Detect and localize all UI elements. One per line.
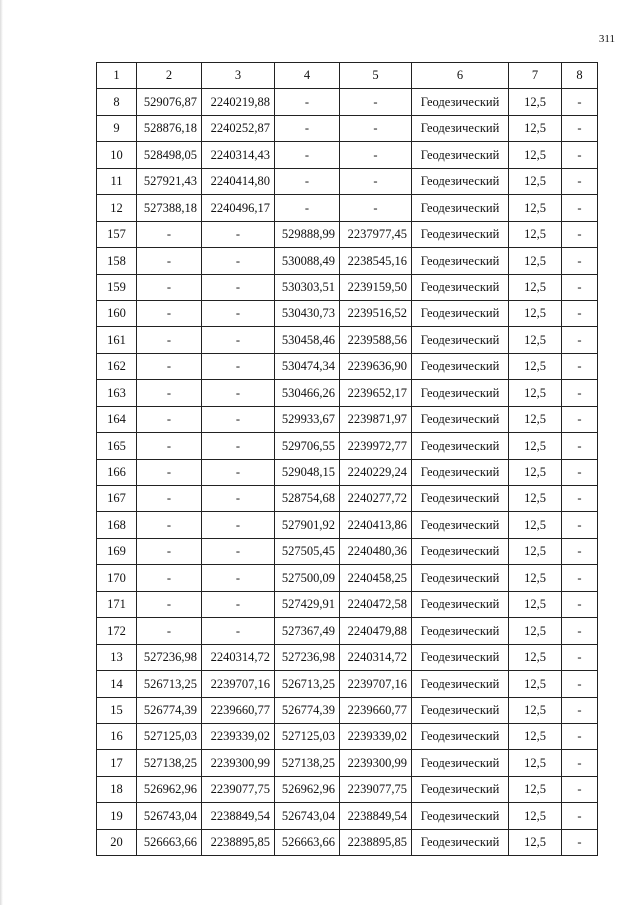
note-cell: - [562, 565, 598, 591]
point-number-cell: 13 [97, 644, 137, 670]
y-coordinate-cell: - [202, 459, 275, 485]
table-header-row [97, 63, 598, 89]
accuracy-cell: 12,5 [509, 406, 562, 432]
table-row [97, 89, 598, 115]
point-number-cell: 17 [97, 750, 137, 776]
table-row [97, 538, 598, 564]
method-cell: Геодезический [412, 406, 509, 432]
x-coordinate-cell: - [137, 486, 202, 512]
x-coordinate-cell: - [137, 591, 202, 617]
y-coordinate-cell: 2240314,43 [202, 142, 275, 168]
accuracy-cell: 12,5 [509, 221, 562, 247]
method-cell: Геодезический [412, 565, 509, 591]
y-coordinate-cell: - [202, 221, 275, 247]
header-cell: 8 [562, 63, 598, 89]
x-coordinate-cell: 526713,25 [137, 671, 202, 697]
x-coordinate-new-cell: - [275, 89, 340, 115]
table-row [97, 776, 598, 802]
method-cell: Геодезический [412, 327, 509, 353]
x-coordinate-new-cell: 528754,68 [275, 486, 340, 512]
method-cell: Геодезический [412, 618, 509, 644]
y-coordinate-cell: - [202, 380, 275, 406]
point-number-cell: 159 [97, 274, 137, 300]
y-coordinate-cell: - [202, 300, 275, 326]
table-row [97, 406, 598, 432]
header-cell: 5 [340, 63, 412, 89]
accuracy-cell: 12,5 [509, 195, 562, 221]
x-coordinate-new-cell: 530474,34 [275, 353, 340, 379]
y-coordinate-new-cell: 2240413,86 [340, 512, 412, 538]
x-coordinate-new-cell: 527505,45 [275, 538, 340, 564]
accuracy-cell: 12,5 [509, 776, 562, 802]
method-cell: Геодезический [412, 538, 509, 564]
table-row [97, 221, 598, 247]
table-row [97, 274, 598, 300]
x-coordinate-cell: 528498,05 [137, 142, 202, 168]
accuracy-cell: 12,5 [509, 750, 562, 776]
table-row [97, 723, 598, 749]
accuracy-cell: 12,5 [509, 591, 562, 617]
y-coordinate-new-cell: 2239300,99 [340, 750, 412, 776]
note-cell: - [562, 195, 598, 221]
method-cell: Геодезический [412, 300, 509, 326]
method-cell: Геодезический [412, 89, 509, 115]
note-cell: - [562, 803, 598, 829]
method-cell: Геодезический [412, 353, 509, 379]
y-coordinate-new-cell: 2240472,58 [340, 591, 412, 617]
x-coordinate-cell: - [137, 512, 202, 538]
accuracy-cell: 12,5 [509, 618, 562, 644]
note-cell: - [562, 750, 598, 776]
table-row [97, 142, 598, 168]
x-coordinate-cell: 527125,03 [137, 723, 202, 749]
x-coordinate-new-cell: - [275, 142, 340, 168]
note-cell: - [562, 248, 598, 274]
note-cell: - [562, 221, 598, 247]
x-coordinate-new-cell: 529706,55 [275, 433, 340, 459]
y-coordinate-new-cell: 2237977,45 [340, 221, 412, 247]
x-coordinate-new-cell: - [275, 168, 340, 194]
table-row [97, 829, 598, 855]
note-cell: - [562, 644, 598, 670]
y-coordinate-new-cell: 2240314,72 [340, 644, 412, 670]
table-row [97, 327, 598, 353]
x-coordinate-cell: 527138,25 [137, 750, 202, 776]
point-number-cell: 171 [97, 591, 137, 617]
y-coordinate-cell: - [202, 512, 275, 538]
point-number-cell: 15 [97, 697, 137, 723]
y-coordinate-cell: 2240414,80 [202, 168, 275, 194]
y-coordinate-new-cell: - [340, 168, 412, 194]
y-coordinate-cell: - [202, 618, 275, 644]
y-coordinate-cell: 2238849,54 [202, 803, 275, 829]
x-coordinate-cell: - [137, 274, 202, 300]
note-cell: - [562, 512, 598, 538]
x-coordinate-new-cell: 530430,73 [275, 300, 340, 326]
header-cell: 1 [97, 63, 137, 89]
accuracy-cell: 12,5 [509, 803, 562, 829]
x-coordinate-new-cell: 526713,25 [275, 671, 340, 697]
method-cell: Геодезический [412, 115, 509, 141]
point-number-cell: 169 [97, 538, 137, 564]
y-coordinate-cell: - [202, 248, 275, 274]
note-cell: - [562, 829, 598, 855]
note-cell: - [562, 168, 598, 194]
accuracy-cell: 12,5 [509, 829, 562, 855]
method-cell: Геодезический [412, 142, 509, 168]
method-cell: Геодезический [412, 274, 509, 300]
table-row [97, 697, 598, 723]
x-coordinate-cell: - [137, 538, 202, 564]
x-coordinate-cell: 529076,87 [137, 89, 202, 115]
method-cell: Геодезический [412, 750, 509, 776]
x-coordinate-cell: - [137, 221, 202, 247]
note-cell: - [562, 776, 598, 802]
y-coordinate-new-cell: 2239159,50 [340, 274, 412, 300]
method-cell: Геодезический [412, 221, 509, 247]
table-row [97, 115, 598, 141]
method-cell: Геодезический [412, 459, 509, 485]
table-row [97, 486, 598, 512]
point-number-cell: 160 [97, 300, 137, 326]
method-cell: Геодезический [412, 803, 509, 829]
y-coordinate-new-cell: 2239077,75 [340, 776, 412, 802]
y-coordinate-new-cell: 2240480,36 [340, 538, 412, 564]
table-row [97, 380, 598, 406]
y-coordinate-cell: - [202, 433, 275, 459]
x-coordinate-new-cell: 530466,26 [275, 380, 340, 406]
header-cell: 3 [202, 63, 275, 89]
header-cell: 4 [275, 63, 340, 89]
accuracy-cell: 12,5 [509, 115, 562, 141]
note-cell: - [562, 459, 598, 485]
point-number-cell: 168 [97, 512, 137, 538]
y-coordinate-cell: 2239077,75 [202, 776, 275, 802]
point-number-cell: 10 [97, 142, 137, 168]
note-cell: - [562, 723, 598, 749]
note-cell: - [562, 591, 598, 617]
y-coordinate-cell: - [202, 274, 275, 300]
y-coordinate-new-cell: 2238849,54 [340, 803, 412, 829]
y-coordinate-cell: - [202, 406, 275, 432]
method-cell: Геодезический [412, 697, 509, 723]
x-coordinate-cell: - [137, 459, 202, 485]
note-cell: - [562, 538, 598, 564]
x-coordinate-cell: 528876,18 [137, 115, 202, 141]
accuracy-cell: 12,5 [509, 89, 562, 115]
y-coordinate-cell: 2239707,16 [202, 671, 275, 697]
y-coordinate-cell: - [202, 327, 275, 353]
point-number-cell: 19 [97, 803, 137, 829]
y-coordinate-new-cell: 2239516,52 [340, 300, 412, 326]
note-cell: - [562, 486, 598, 512]
note-cell: - [562, 406, 598, 432]
accuracy-cell: 12,5 [509, 142, 562, 168]
y-coordinate-new-cell: 2239652,17 [340, 380, 412, 406]
note-cell: - [562, 115, 598, 141]
table-row [97, 512, 598, 538]
y-coordinate-cell: 2239660,77 [202, 697, 275, 723]
y-coordinate-new-cell: 2239636,90 [340, 353, 412, 379]
table-row [97, 750, 598, 776]
y-coordinate-cell: 2240496,17 [202, 195, 275, 221]
accuracy-cell: 12,5 [509, 274, 562, 300]
accuracy-cell: 12,5 [509, 248, 562, 274]
method-cell: Геодезический [412, 644, 509, 670]
method-cell: Геодезический [412, 433, 509, 459]
point-number-cell: 157 [97, 221, 137, 247]
page-number: 311 [598, 33, 615, 45]
table-row [97, 195, 598, 221]
y-coordinate-new-cell: - [340, 115, 412, 141]
note-cell: - [562, 433, 598, 459]
point-number-cell: 11 [97, 168, 137, 194]
note-cell: - [562, 300, 598, 326]
x-coordinate-cell: - [137, 380, 202, 406]
method-cell: Геодезический [412, 591, 509, 617]
x-coordinate-cell: 527236,98 [137, 644, 202, 670]
y-coordinate-new-cell: 2239339,02 [340, 723, 412, 749]
accuracy-cell: 12,5 [509, 671, 562, 697]
accuracy-cell: 12,5 [509, 512, 562, 538]
y-coordinate-cell: 2238895,85 [202, 829, 275, 855]
header-cell: 2 [137, 63, 202, 89]
x-coordinate-new-cell: 526743,04 [275, 803, 340, 829]
y-coordinate-new-cell: 2240458,25 [340, 565, 412, 591]
accuracy-cell: 12,5 [509, 380, 562, 406]
x-coordinate-cell: - [137, 327, 202, 353]
accuracy-cell: 12,5 [509, 486, 562, 512]
method-cell: Геодезический [412, 380, 509, 406]
x-coordinate-cell: 527921,43 [137, 168, 202, 194]
table-row [97, 803, 598, 829]
point-number-cell: 164 [97, 406, 137, 432]
x-coordinate-new-cell: - [275, 115, 340, 141]
accuracy-cell: 12,5 [509, 723, 562, 749]
y-coordinate-cell: 2240252,87 [202, 115, 275, 141]
x-coordinate-new-cell: 526962,96 [275, 776, 340, 802]
accuracy-cell: 12,5 [509, 459, 562, 485]
x-coordinate-new-cell: 527901,92 [275, 512, 340, 538]
method-cell: Геодезический [412, 512, 509, 538]
point-number-cell: 165 [97, 433, 137, 459]
method-cell: Геодезический [412, 486, 509, 512]
point-number-cell: 8 [97, 89, 137, 115]
point-number-cell: 9 [97, 115, 137, 141]
note-cell: - [562, 618, 598, 644]
note-cell: - [562, 697, 598, 723]
x-coordinate-cell: - [137, 618, 202, 644]
header-cell: 6 [412, 63, 509, 89]
y-coordinate-cell: - [202, 591, 275, 617]
x-coordinate-new-cell: 526774,39 [275, 697, 340, 723]
y-coordinate-new-cell: 2239588,56 [340, 327, 412, 353]
table-row [97, 591, 598, 617]
table-row [97, 644, 598, 670]
x-coordinate-cell: 526774,39 [137, 697, 202, 723]
point-number-cell: 166 [97, 459, 137, 485]
point-number-cell: 158 [97, 248, 137, 274]
table-row [97, 300, 598, 326]
x-coordinate-cell: - [137, 433, 202, 459]
point-number-cell: 14 [97, 671, 137, 697]
accuracy-cell: 12,5 [509, 644, 562, 670]
x-coordinate-new-cell: 529048,15 [275, 459, 340, 485]
x-coordinate-cell: 526663,66 [137, 829, 202, 855]
x-coordinate-cell: - [137, 353, 202, 379]
method-cell: Геодезический [412, 776, 509, 802]
y-coordinate-cell: 2240219,88 [202, 89, 275, 115]
table-row [97, 353, 598, 379]
table-row [97, 459, 598, 485]
y-coordinate-new-cell: 2240479,88 [340, 618, 412, 644]
x-coordinate-new-cell: 527125,03 [275, 723, 340, 749]
x-coordinate-new-cell: 526663,66 [275, 829, 340, 855]
coordinates-table [96, 62, 598, 856]
accuracy-cell: 12,5 [509, 353, 562, 379]
x-coordinate-cell: 526743,04 [137, 803, 202, 829]
point-number-cell: 18 [97, 776, 137, 802]
accuracy-cell: 12,5 [509, 300, 562, 326]
point-number-cell: 12 [97, 195, 137, 221]
y-coordinate-new-cell: 2240277,72 [340, 486, 412, 512]
table-row [97, 168, 598, 194]
x-coordinate-new-cell: 530303,51 [275, 274, 340, 300]
y-coordinate-cell: 2239300,99 [202, 750, 275, 776]
scan-edge-shadow [0, 0, 3, 905]
method-cell: Геодезический [412, 829, 509, 855]
note-cell: - [562, 89, 598, 115]
accuracy-cell: 12,5 [509, 697, 562, 723]
x-coordinate-cell: - [137, 565, 202, 591]
x-coordinate-new-cell: 527138,25 [275, 750, 340, 776]
y-coordinate-new-cell: - [340, 195, 412, 221]
method-cell: Геодезический [412, 248, 509, 274]
note-cell: - [562, 353, 598, 379]
x-coordinate-cell: 526962,96 [137, 776, 202, 802]
point-number-cell: 170 [97, 565, 137, 591]
y-coordinate-new-cell: 2239660,77 [340, 697, 412, 723]
x-coordinate-cell: 527388,18 [137, 195, 202, 221]
y-coordinate-cell: - [202, 353, 275, 379]
point-number-cell: 161 [97, 327, 137, 353]
table-row [97, 618, 598, 644]
x-coordinate-cell: - [137, 300, 202, 326]
y-coordinate-cell: - [202, 565, 275, 591]
accuracy-cell: 12,5 [509, 538, 562, 564]
note-cell: - [562, 671, 598, 697]
y-coordinate-cell: 2240314,72 [202, 644, 275, 670]
point-number-cell: 167 [97, 486, 137, 512]
method-cell: Геодезический [412, 723, 509, 749]
point-number-cell: 163 [97, 380, 137, 406]
method-cell: Геодезический [412, 671, 509, 697]
y-coordinate-cell: - [202, 486, 275, 512]
point-number-cell: 16 [97, 723, 137, 749]
note-cell: - [562, 380, 598, 406]
y-coordinate-new-cell: 2239972,77 [340, 433, 412, 459]
accuracy-cell: 12,5 [509, 565, 562, 591]
note-cell: - [562, 274, 598, 300]
note-cell: - [562, 142, 598, 168]
table-row [97, 248, 598, 274]
accuracy-cell: 12,5 [509, 168, 562, 194]
table-row [97, 565, 598, 591]
point-number-cell: 172 [97, 618, 137, 644]
x-coordinate-new-cell: - [275, 195, 340, 221]
method-cell: Геодезический [412, 195, 509, 221]
x-coordinate-new-cell: 527367,49 [275, 618, 340, 644]
x-coordinate-new-cell: 530458,46 [275, 327, 340, 353]
accuracy-cell: 12,5 [509, 327, 562, 353]
point-number-cell: 162 [97, 353, 137, 379]
x-coordinate-new-cell: 530088,49 [275, 248, 340, 274]
table-row [97, 433, 598, 459]
x-coordinate-new-cell: 529933,67 [275, 406, 340, 432]
y-coordinate-new-cell: 2239871,97 [340, 406, 412, 432]
x-coordinate-new-cell: 527236,98 [275, 644, 340, 670]
table-row [97, 671, 598, 697]
y-coordinate-new-cell: 2239707,16 [340, 671, 412, 697]
accuracy-cell: 12,5 [509, 433, 562, 459]
y-coordinate-cell: 2239339,02 [202, 723, 275, 749]
x-coordinate-cell: - [137, 248, 202, 274]
y-coordinate-new-cell: 2238545,16 [340, 248, 412, 274]
header-cell: 7 [509, 63, 562, 89]
x-coordinate-new-cell: 527429,91 [275, 591, 340, 617]
table-body [97, 63, 598, 856]
y-coordinate-new-cell: 2238895,85 [340, 829, 412, 855]
x-coordinate-new-cell: 529888,99 [275, 221, 340, 247]
note-cell: - [562, 327, 598, 353]
y-coordinate-new-cell: - [340, 89, 412, 115]
x-coordinate-new-cell: 527500,09 [275, 565, 340, 591]
y-coordinate-new-cell: - [340, 142, 412, 168]
method-cell: Геодезический [412, 168, 509, 194]
point-number-cell: 20 [97, 829, 137, 855]
x-coordinate-cell: - [137, 406, 202, 432]
y-coordinate-cell: - [202, 538, 275, 564]
y-coordinate-new-cell: 2240229,24 [340, 459, 412, 485]
